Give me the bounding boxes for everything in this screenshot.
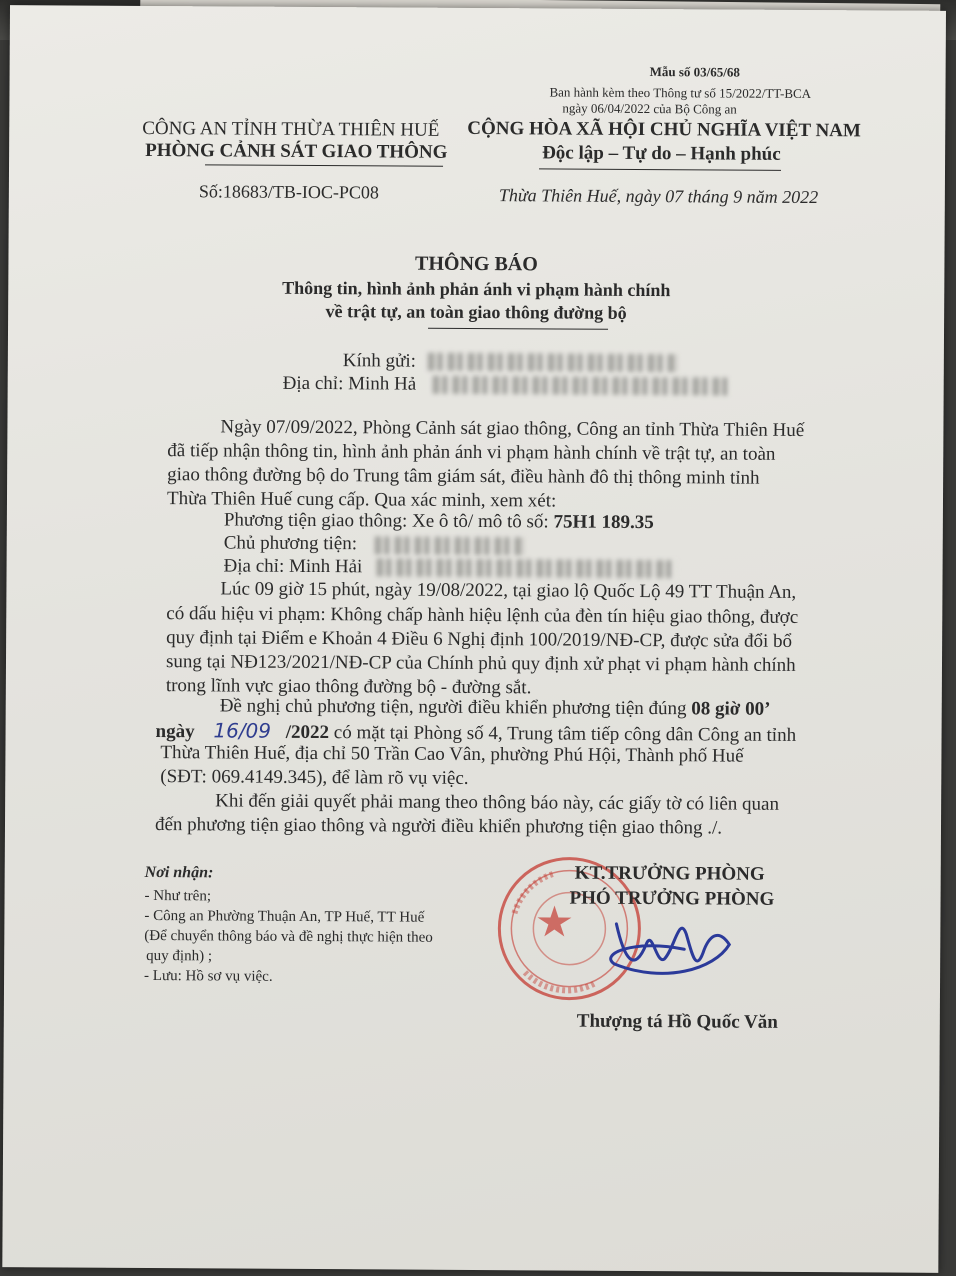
- redacted-addressee-name: [428, 353, 678, 373]
- paragraph-2-line-5: trong lĩnh vực giao thông đường bộ - đường sắt.: [165, 675, 532, 699]
- summons-year: /2022: [285, 721, 330, 744]
- recipient-item: - Lưu: Hồ sơ vụ việc.: [144, 967, 273, 985]
- summons-text: Đề nghị chủ phương tiện, người điều khiển phương tiện đúng: [219, 695, 687, 720]
- subtitle-underline: [428, 328, 608, 330]
- recipient-item: - Công an Phường Thuận An, TP Huế, TT Huế: [144, 907, 425, 926]
- paragraph-1-line-2: đã tiếp nhận thông tin, hình ảnh phản ánh vi phạm hành chính về trật tự, an toàn: [167, 440, 776, 465]
- paragraph-3-line-1: [220, 695, 771, 720]
- national-motto: Độc lập – Tự do – Hạnh phúc: [542, 142, 781, 165]
- signer-name: Thượng tá Hồ Quốc Văn: [576, 1010, 778, 1033]
- paragraph-3-line-4: (SĐT: 069.4149.345), để làm rõ vụ việc.: [160, 766, 469, 789]
- motto-underline: [539, 168, 781, 170]
- document-subtitle-line-2: về trật tự, an toàn giao thông đường bộ: [325, 301, 627, 323]
- license-plate: 75H1 189.35: [553, 511, 654, 534]
- handwritten-signature: [594, 904, 745, 1000]
- owner-label: Chủ phương tiện:: [223, 532, 358, 555]
- addressee-address-label: Địa chỉ: Minh Hả: [282, 372, 417, 395]
- document-number: Số:18683/TB-IOC-PC08: [198, 181, 379, 203]
- owner-address-label: Địa chỉ: Minh Hải: [223, 555, 363, 578]
- recipient-item: - Như trên;: [144, 887, 212, 905]
- recipient-item: (Để chuyển thông báo và đề nghị thực hiện theo: [144, 927, 433, 946]
- summons-location: có mặt tại Phòng số 4, Trung tâm tiếp công dân Công an tỉnh: [333, 722, 797, 746]
- place-and-date: Thừa Thiên Huế, ngày 07 tháng 9 năm 2022: [498, 185, 819, 208]
- paragraph-4-line-2: đến phương tiện giao thông và người điều khiển phương tiện giao thông ./.: [154, 814, 723, 839]
- paragraph-2-line-3: quy định tại Điểm e Khoản 4 Điều 6 Nghị định 100/2019/NĐ-CP, được sửa đổi bổ: [166, 627, 793, 652]
- notice-document: [2, 5, 946, 1273]
- summons-day-label: ngày: [155, 721, 195, 743]
- paragraph-1-line-1: Ngày 07/09/2022, Phòng Cảnh sát giao thông, Công an tỉnh Thừa Thiên Huế: [220, 416, 805, 442]
- document-title: THÔNG BÁO: [414, 252, 538, 276]
- signature-title-1: KT.TRƯỞNG PHÒNG: [574, 862, 765, 885]
- department-underline: [205, 164, 443, 166]
- redacted-addressee-address: [433, 376, 728, 396]
- country-name: CỘNG HÒA XÃ HỘI CHỦ NGHĨA VIỆT NAM: [467, 117, 861, 142]
- paragraph-2-line-2: có dấu hiệu vi phạm: Không chấp hành hiệu lệnh của đèn tín hiệu giao thông, được: [166, 603, 799, 628]
- redacted-owner-name: [375, 536, 525, 555]
- signature-title-2: PHÓ TRƯỞNG PHÒNG: [569, 887, 775, 910]
- addressee-label: Kính gửi:: [342, 350, 417, 372]
- paragraph-3-line-3: Thừa Thiên Huế, địa chỉ 50 Trần Cao Vân, phường Phú Hội, Thành phố Huế: [160, 742, 744, 767]
- paragraph-2-line-1: Lúc 09 giờ 15 phút, ngày 19/08/2022, tại giao lộ Quốc Lộ 49 TT Thuận An,: [220, 578, 797, 603]
- summons-time: 08 giờ 00’: [691, 698, 771, 720]
- form-number: Mẫu số 03/65/68: [649, 64, 740, 80]
- vehicle-label: Phương tiện giao thông: Xe ô tô/ mô tô số:: [223, 509, 549, 533]
- agency-name: CÔNG AN TỈNH THỪA THIÊN HUẾ: [142, 117, 440, 141]
- paragraph-4-line-1: Khi đến giải quyết phải mang theo thông báo này, các giấy tờ có liên quan: [215, 790, 780, 815]
- paragraph-1-line-3: giao thông đường bộ do Trung tâm giám sát, điều hành đô thị thông minh tỉnh: [167, 464, 760, 489]
- handwritten-date: 16/09: [213, 718, 272, 743]
- vehicle-line: [224, 509, 654, 534]
- paragraph-1-line-4: Thừa Thiên Huế cung cấp. Qua xác minh, xem xét:: [166, 488, 557, 512]
- document-subtitle-line-1: Thông tin, hình ảnh phản ánh vi phạm hành chính: [282, 277, 671, 301]
- recipient-item: quy định) ;: [146, 947, 213, 965]
- recipients-label: Nơi nhận:: [144, 863, 214, 882]
- redacted-owner-address: [377, 558, 677, 578]
- paragraph-2-line-4: sung tại NĐ123/2021/NĐ-CP của Chính phủ quy định xử phạt vi phạm hành chính: [165, 651, 796, 676]
- issued-with-line-2: ngày 06/04/2022 của Bộ Công an: [562, 100, 737, 117]
- department-name: PHÒNG CẢNH SÁT GIAO THÔNG: [145, 139, 448, 163]
- issued-with-line-1: Ban hành kèm theo Thông tư số 15/2022/TT-BCA: [549, 84, 812, 102]
